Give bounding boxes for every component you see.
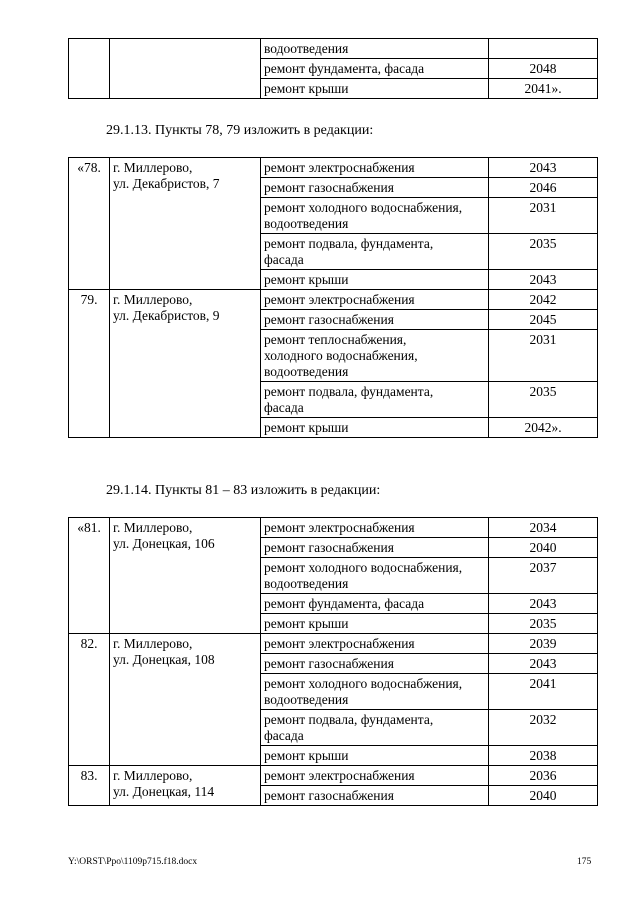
work-cell (261, 710, 489, 746)
table-continuation (68, 38, 598, 99)
work-cell (261, 270, 489, 290)
item-number: 82. (69, 634, 110, 766)
work-cell (261, 178, 489, 198)
address-cell (110, 290, 261, 438)
footer-file-path: Y:\ORST\Ppo\1109p715.f18.docx (68, 857, 198, 867)
work-cell (261, 310, 489, 330)
item-number: 79. (69, 290, 110, 438)
work-cell (261, 382, 489, 418)
item-number: «81. (69, 518, 110, 634)
work-cell (261, 198, 489, 234)
year-cell: 2043 (489, 594, 598, 614)
work-cell (261, 594, 489, 614)
num-cell (69, 39, 110, 99)
work-line: водоотведения (264, 364, 349, 379)
address-line: ул. Декабристов, 7 (113, 176, 220, 191)
work-cell (261, 538, 489, 558)
work-line: ремонт газоснабжения (264, 540, 394, 555)
address-line: ул. Донецкая, 114 (113, 784, 215, 799)
paragraph-29-1-13: 29.1.13. Пункты 78, 79 изложить в редакции: (106, 123, 374, 138)
work-cell (261, 158, 489, 178)
address-line: г. Миллерово, (113, 768, 193, 783)
address-line: ул. Донецкая, 106 (113, 536, 215, 551)
work-line: ремонт электроснабжения (264, 160, 415, 175)
address-line: г. Миллерово, (113, 292, 193, 307)
work-cell (261, 290, 489, 310)
year-cell: 2037 (489, 558, 598, 594)
year-cell: 2035 (489, 234, 598, 270)
work-line: ремонт холодного водоснабжения, (264, 676, 463, 691)
year-cell: 2041». (489, 79, 598, 99)
address-line: г. Миллерово, (113, 520, 193, 535)
table-items-78-79 (68, 157, 598, 438)
year-cell: 2045 (489, 310, 598, 330)
year-cell: 2039 (489, 634, 598, 654)
work-line: водоотведения (264, 692, 349, 707)
address-line: г. Миллерово, (113, 636, 193, 651)
work-line: ремонт электроснабжения (264, 636, 415, 651)
year-cell: 2040 (489, 786, 598, 806)
address-cell (110, 158, 261, 290)
work-cell (261, 558, 489, 594)
item-number: 83. (69, 766, 110, 806)
paragraph-29-1-14: 29.1.14. Пункты 81 – 83 изложить в редакции: (106, 483, 381, 498)
year-cell (489, 39, 598, 59)
work-cell (261, 786, 489, 806)
table-items-81-83 (68, 517, 598, 806)
work-cell (261, 518, 489, 538)
footer-page-number: 175 (577, 857, 592, 867)
work-cell: ремонт крыши (261, 79, 489, 99)
work-line: ремонт крыши (264, 616, 349, 631)
work-line: ремонт подвала, фундамента, (264, 236, 434, 251)
work-line: ремонт холодного водоснабжения, (264, 560, 463, 575)
work-line: ремонт подвала, фундамента, (264, 384, 434, 399)
work-line: фасада (264, 400, 304, 415)
year-cell: 2031 (489, 198, 598, 234)
work-cell: водоотведения (261, 39, 489, 59)
work-line: ремонт электроснабжения (264, 292, 415, 307)
work-cell (261, 674, 489, 710)
work-line: ремонт крыши (264, 272, 349, 287)
table-row (69, 518, 598, 538)
work-cell: ремонт фундамента, фасада (261, 59, 489, 79)
work-line: ремонт электроснабжения (264, 520, 415, 535)
year-cell: 2046 (489, 178, 598, 198)
year-cell: 2034 (489, 518, 598, 538)
work-line: ремонт газоснабжения (264, 312, 394, 327)
work-line: ремонт холодного водоснабжения, (264, 200, 463, 215)
work-cell (261, 766, 489, 786)
table-row (69, 766, 598, 786)
work-cell (261, 330, 489, 382)
work-line: ремонт газоснабжения (264, 656, 394, 671)
year-cell: 2035 (489, 614, 598, 634)
work-line: холодного водоснабжения, (264, 348, 418, 363)
year-cell: 2041 (489, 674, 598, 710)
year-cell: 2048 (489, 59, 598, 79)
work-cell (261, 634, 489, 654)
address-cell (110, 518, 261, 634)
work-line: ремонт теплоснабжения, (264, 332, 407, 347)
address-line: ул. Донецкая, 108 (113, 652, 215, 667)
work-line: ремонт газоснабжения (264, 180, 394, 195)
work-cell (261, 746, 489, 766)
work-line: ремонт фундамента, фасада (264, 596, 425, 611)
address-cell (110, 766, 261, 806)
table-row (69, 158, 598, 178)
year-cell: 2043 (489, 158, 598, 178)
work-line: фасада (264, 252, 304, 267)
work-cell (261, 234, 489, 270)
year-cell: 2042». (489, 418, 598, 438)
item-number: «78. (69, 158, 110, 290)
work-line: фасада (264, 728, 304, 743)
work-cell (261, 654, 489, 674)
year-cell: 2043 (489, 654, 598, 674)
work-cell (261, 418, 489, 438)
address-line: ул. Декабристов, 9 (113, 308, 220, 323)
year-cell: 2032 (489, 710, 598, 746)
year-cell: 2042 (489, 290, 598, 310)
work-line: водоотведения (264, 576, 349, 591)
work-line: ремонт крыши (264, 748, 349, 763)
address-cell (110, 634, 261, 766)
year-cell: 2036 (489, 766, 598, 786)
year-cell: 2043 (489, 270, 598, 290)
address-line: г. Миллерово, (113, 160, 193, 175)
table-row (69, 39, 598, 59)
work-line: ремонт электроснабжения (264, 768, 415, 783)
table-row (69, 290, 598, 310)
work-line: ремонт подвала, фундамента, (264, 712, 434, 727)
year-cell: 2040 (489, 538, 598, 558)
table-row (69, 634, 598, 654)
work-line: ремонт газоснабжения (264, 788, 394, 803)
work-line: ремонт крыши (264, 420, 349, 435)
year-cell: 2038 (489, 746, 598, 766)
work-cell (261, 614, 489, 634)
address-cell (110, 39, 261, 99)
year-cell: 2035 (489, 382, 598, 418)
year-cell: 2031 (489, 330, 598, 382)
work-line: водоотведения (264, 216, 349, 231)
